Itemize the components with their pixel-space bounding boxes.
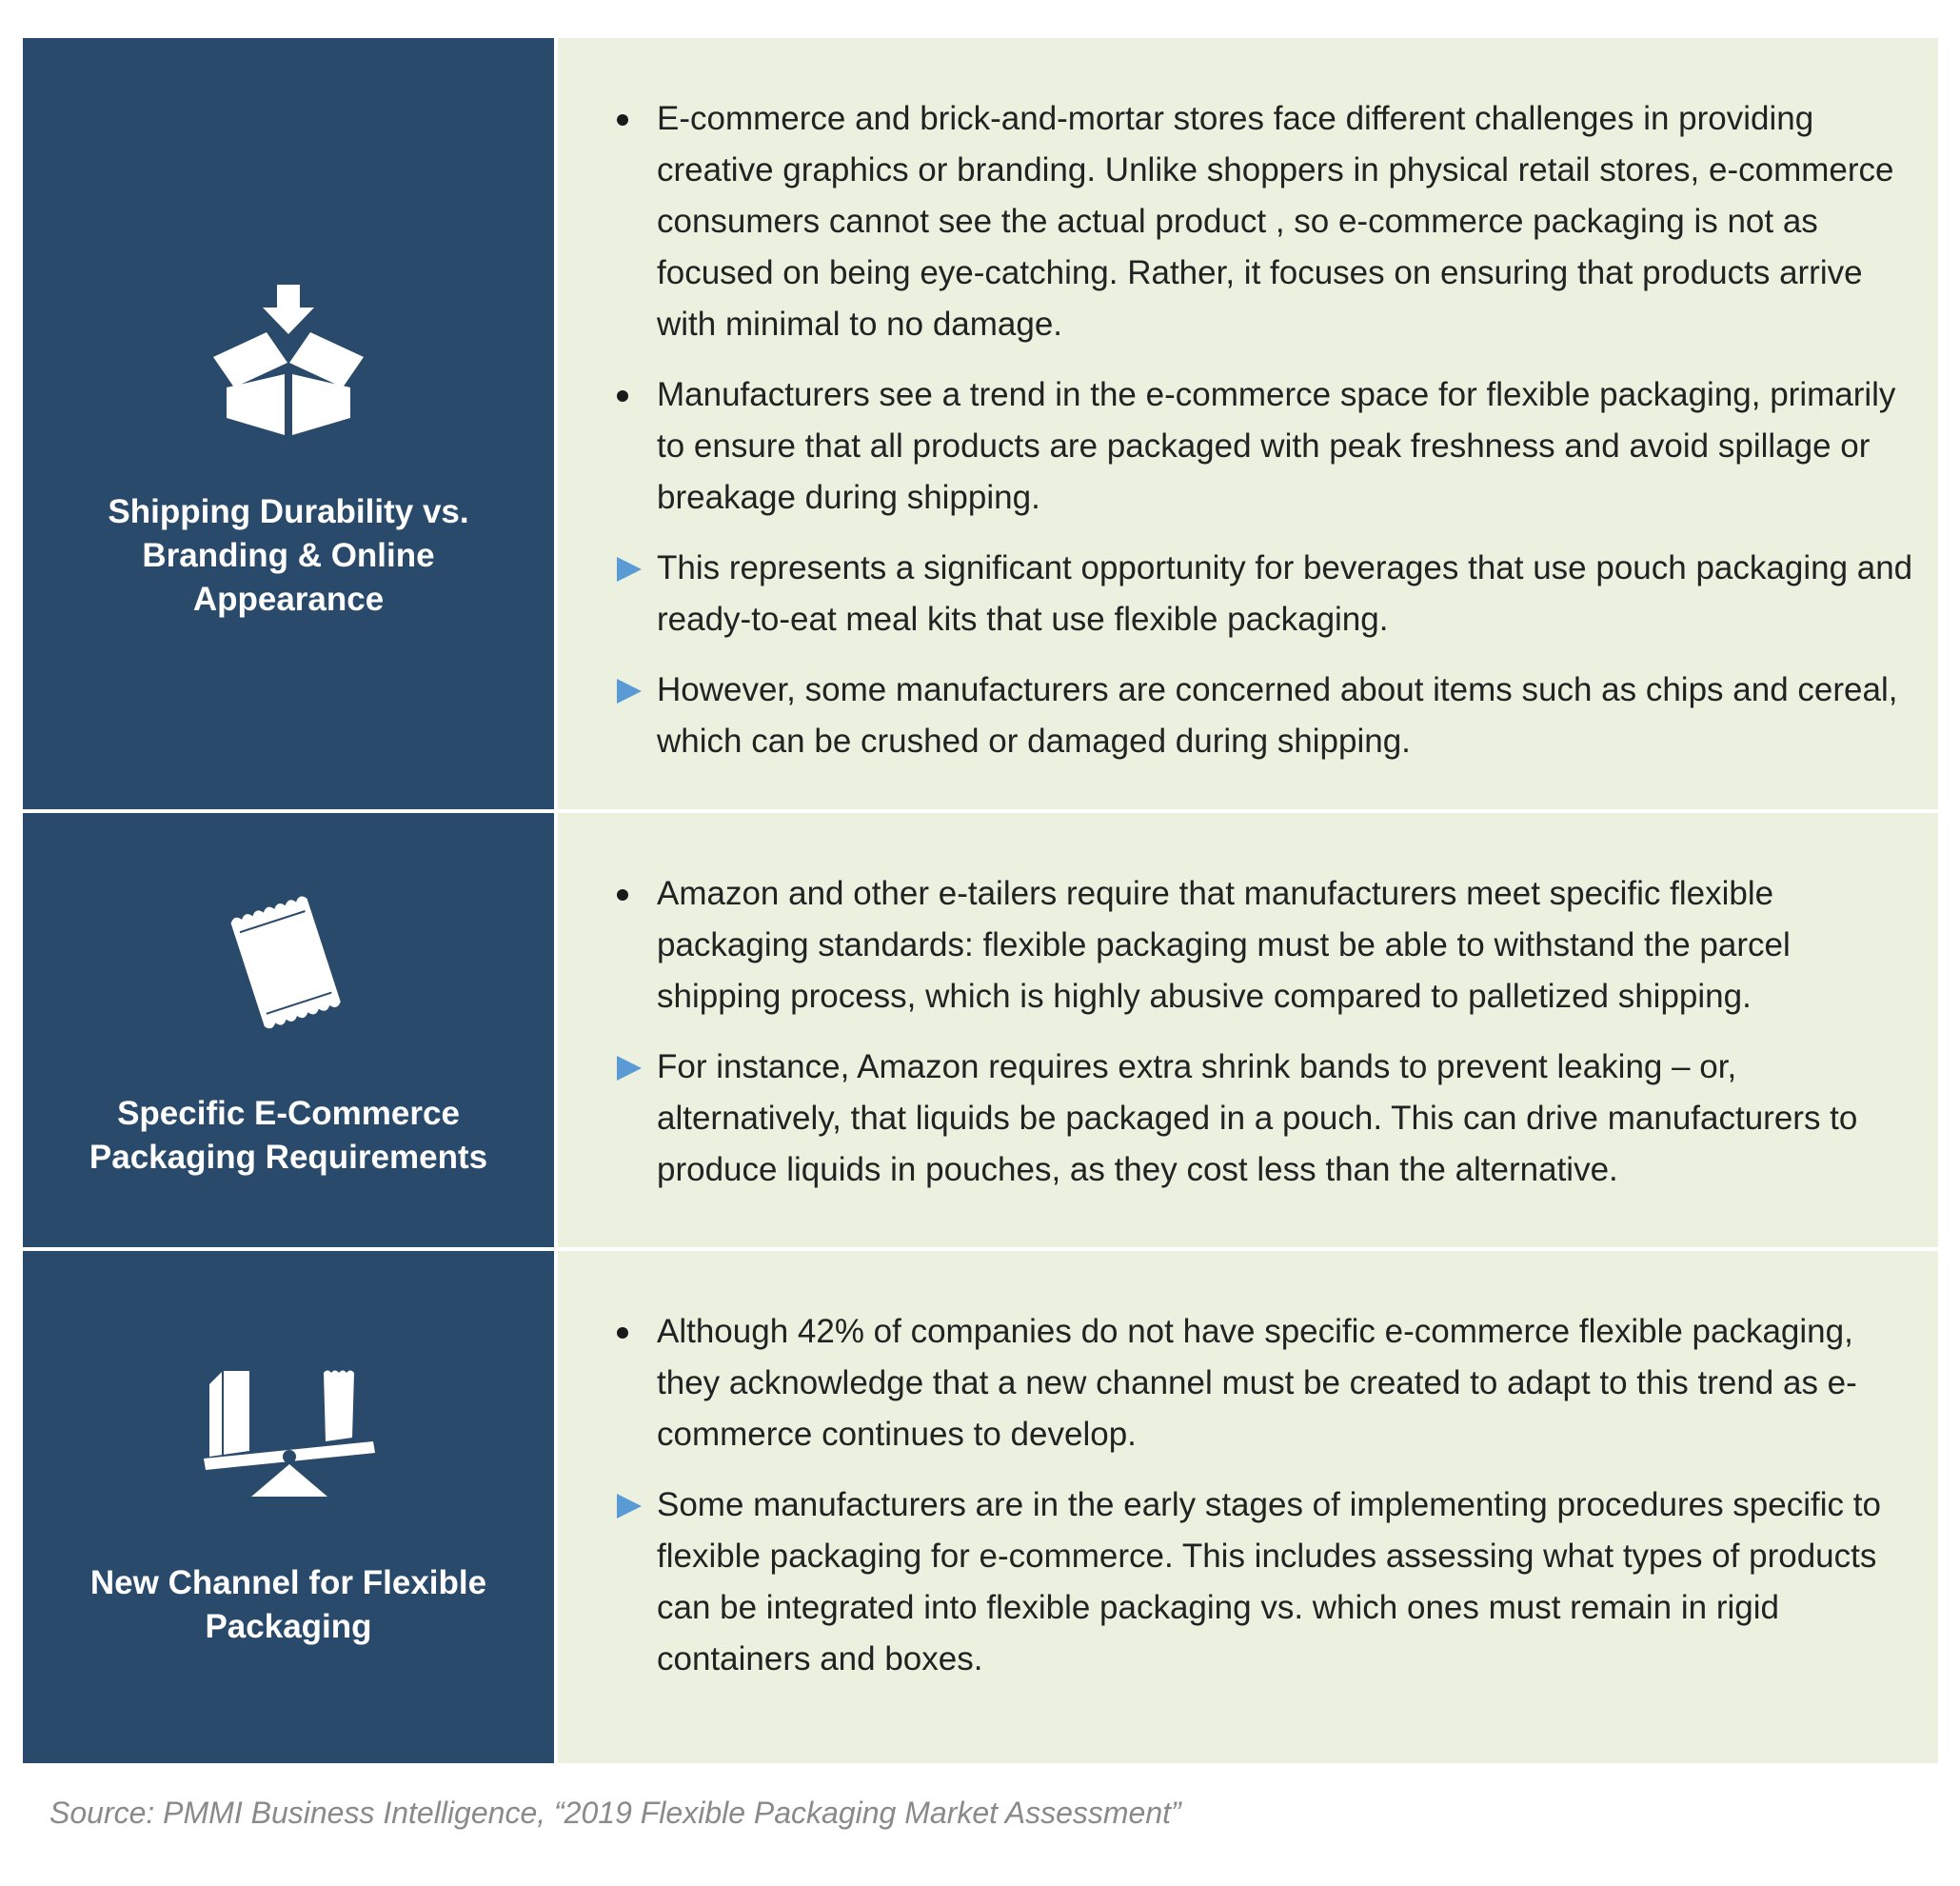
- sub-bullet-text: This represents a significant opportunity for beverages that use pouch packaging and ready-to-eat meal kits that use flexible packaging.: [657, 549, 1913, 638]
- triangle-arrow-icon: [617, 557, 642, 582]
- table-row: [23, 38, 1938, 809]
- list-item: [617, 1306, 1915, 1460]
- table-row: [23, 1251, 1938, 1763]
- sub-list-item: [617, 543, 1915, 645]
- sub-bullet-text: However, some manufacturers are concerned about items such as chips and cereal, which can be crushed or damaged during shipping.: [657, 671, 1898, 760]
- bullet-text: Amazon and other e-tailers require that manufacturers meet specific flexible packaging standards: flexible packaging must be able to withstand the parcel shipping process, which is highly abusive compared to palletized shipping.: [657, 875, 1791, 1015]
- row-content-panel: [558, 813, 1938, 1247]
- row-title: New Channel for Flexible Packaging: [89, 1564, 487, 1645]
- list-item: [617, 868, 1915, 1022]
- row-header-panel: [23, 813, 554, 1247]
- bullet-text: E-commerce and brick-and-mortar stores face different challenges in providing creative graphics or branding. Unlike shoppers in physical retail stores, e-commerce consumers cannot see the actual product , so e-commerce packaging is not as focused on being eye-catching. Rather, it focuses on ensuring that products arrive with minimal to no damage.: [657, 100, 1894, 343]
- bullet-text: Manufacturers see a trend in the e-commerce space for flexible packaging, primarily to ensure that all products are packaged with peak freshness and avoid spillage or breakage during shipping.: [657, 376, 1896, 516]
- row-header-panel: [23, 1251, 554, 1763]
- row-content-panel: [558, 1251, 1938, 1763]
- sub-bullet-text: Some manufacturers are in the early stages of implementing procedures specific to flexible packaging for e-commerce. This includes assessing what types of products can be integrated into flexible packaging vs. which ones must remain in rigid containers and boxes.: [657, 1486, 1881, 1678]
- triangle-arrow-icon: [617, 1056, 642, 1081]
- open-box-icon: [208, 283, 369, 445]
- sub-bullet-text: For instance, Amazon requires extra shrink bands to prevent leaking – or, alternatively, that liquids be packaged in a pouch. This can drive manufacturers to produce liquids in pouches, as they cost less than the alternative.: [657, 1048, 1858, 1188]
- sub-list-item: [617, 665, 1915, 767]
- row-title: Specific E-Commerce Packaging Requirements: [89, 1095, 488, 1176]
- triangle-arrow-icon: [617, 679, 642, 704]
- row-header-panel: [23, 38, 554, 809]
- triangle-arrow-icon: [617, 1494, 642, 1519]
- bullet-icon: [617, 1327, 628, 1339]
- row-content-panel: [558, 38, 1938, 809]
- list-item: [617, 369, 1915, 524]
- source-caption: Source: PMMI Business Intelligence, “2019 Flexible Packaging Market Assessment”: [49, 1796, 1181, 1830]
- balance-scale-icon: [198, 1365, 379, 1499]
- sub-list-item: [617, 1042, 1915, 1196]
- row-title: Shipping Durability vs. Branding & Online Appearance: [108, 493, 469, 618]
- table-row: [23, 813, 1938, 1247]
- bullet-icon: [617, 889, 628, 901]
- list-item: [617, 93, 1915, 350]
- pouch-icon: [217, 890, 360, 1033]
- info-table: [23, 38, 1938, 1763]
- bullet-text: Although 42% of companies do not have specific e-commerce flexible packaging, they acknowledge that a new channel must be created to adapt to this trend as e-commerce continues to develop.: [657, 1313, 1857, 1453]
- sub-list-item: [617, 1479, 1915, 1685]
- bullet-icon: [617, 390, 628, 402]
- bullet-icon: [617, 114, 628, 126]
